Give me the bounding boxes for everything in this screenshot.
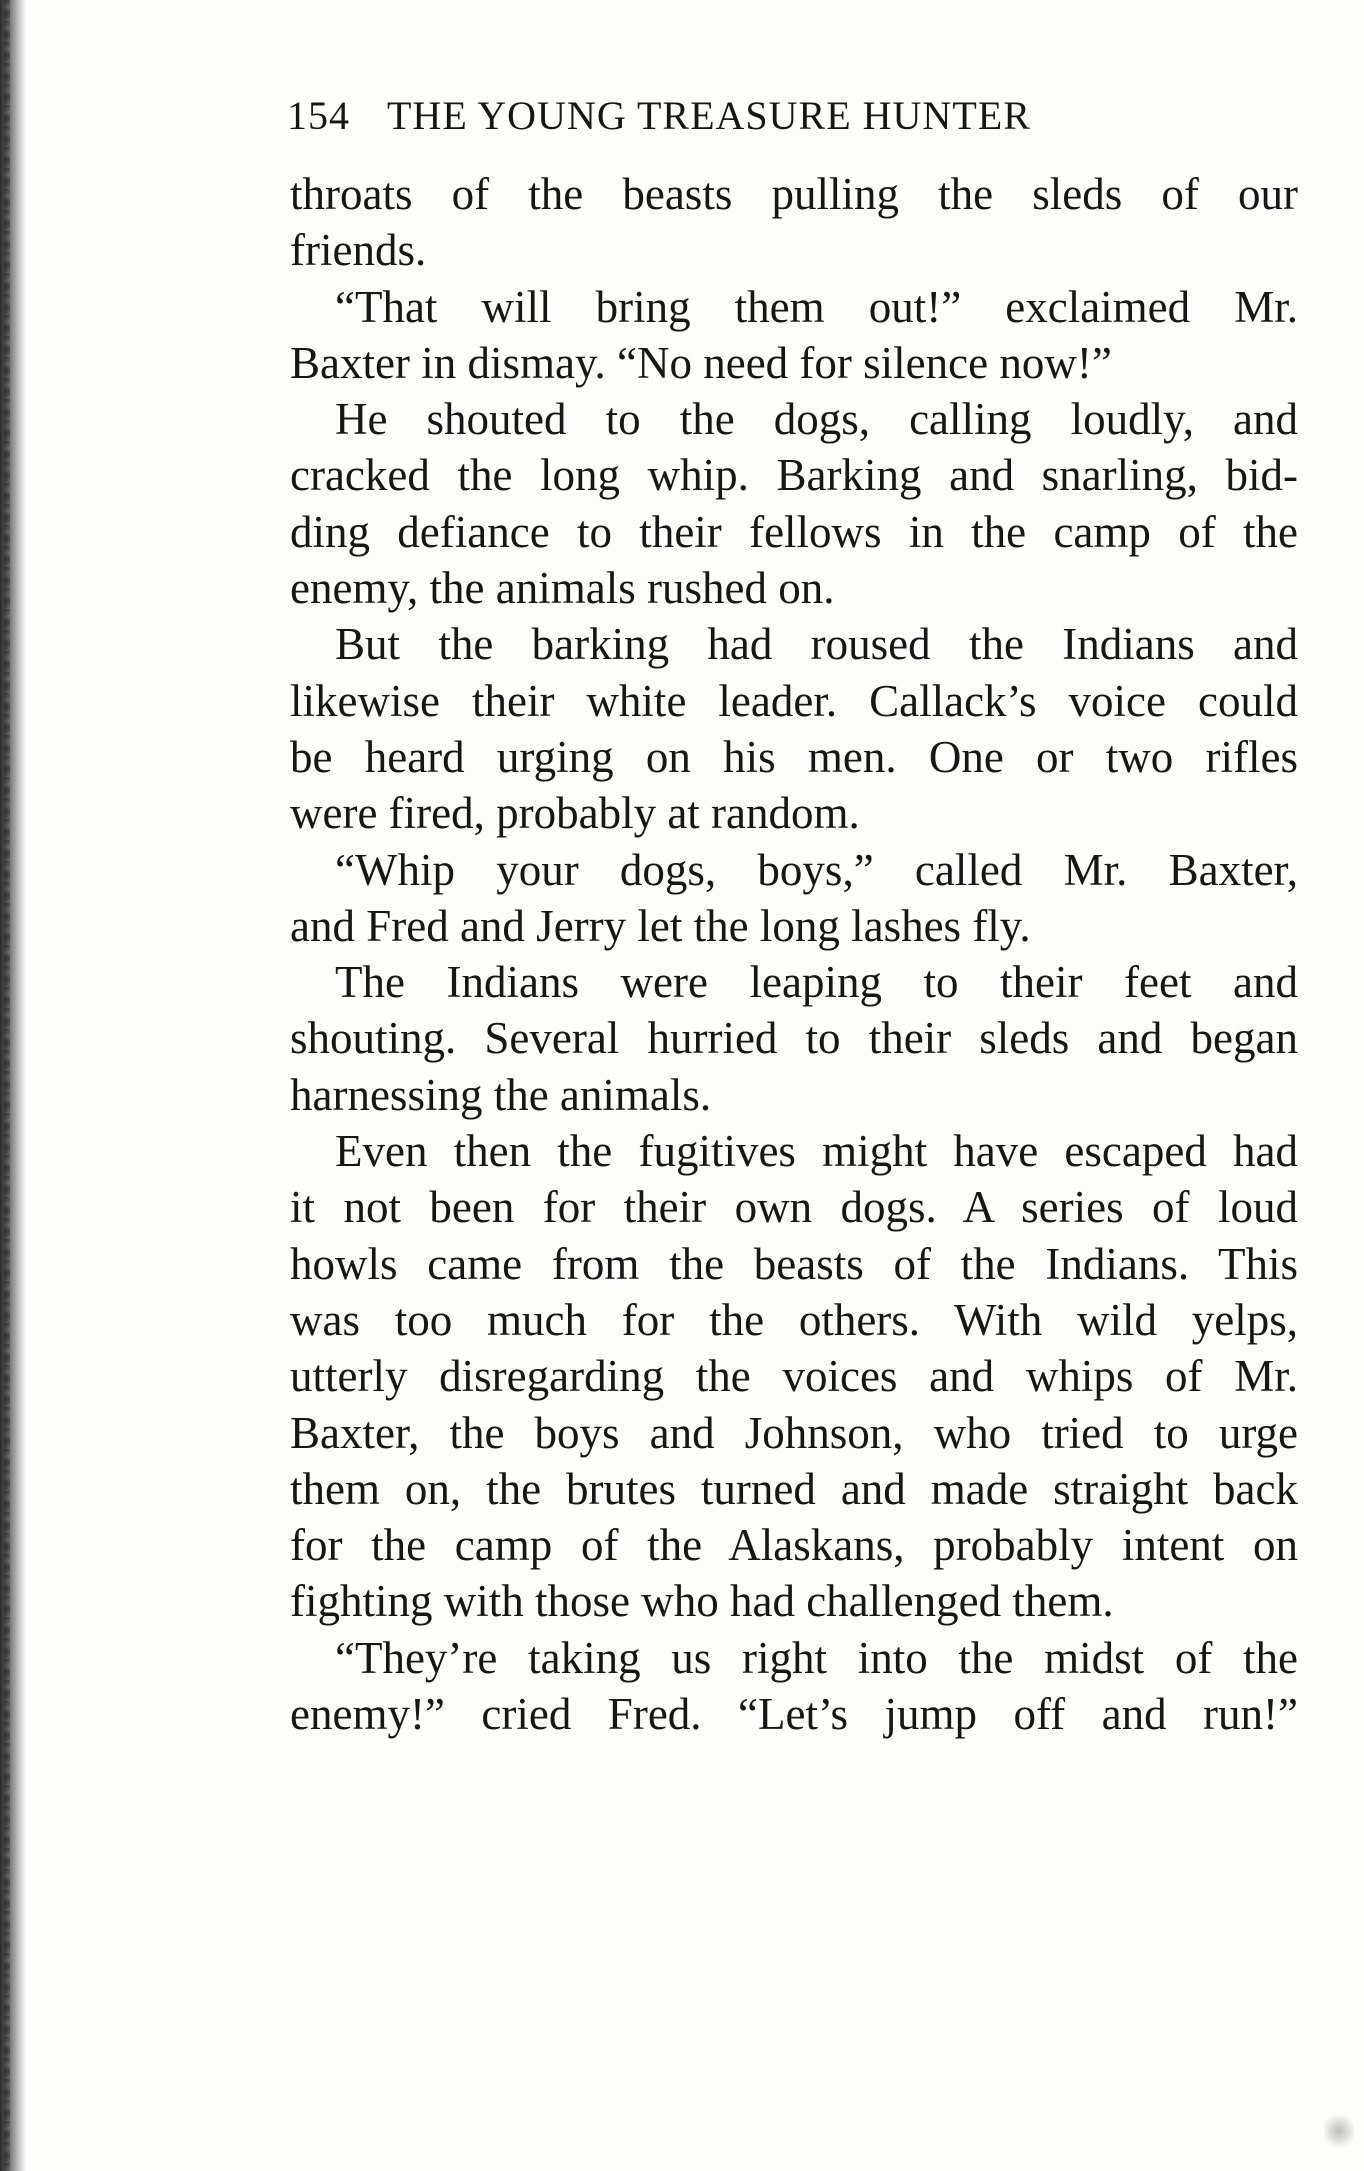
text-line: enemy!” cried Fred. “Let’s jump off and run!” xyxy=(290,1689,1298,1740)
page-number: 154 xyxy=(287,93,350,138)
text-line: likewise their white leader. Callack’s voice could xyxy=(290,675,1298,726)
text-line: He shouted to the dogs, calling loudly, and xyxy=(335,394,1298,445)
page-binding-edge xyxy=(0,0,26,2171)
text-line: But the barking had roused the Indians and xyxy=(335,619,1298,670)
text-line: Baxter in dismay. “No need for silence now!” xyxy=(290,337,1112,388)
paper-speck xyxy=(1324,2111,1354,2151)
text-line: for the camp of the Alaskans, probably intent on xyxy=(290,1520,1298,1571)
text-line: and Fred and Jerry let the long lashes fly. xyxy=(290,900,1031,951)
text-line: throats of the beasts pulling the sleds of our xyxy=(290,169,1298,219)
text-line: harnessing the animals. xyxy=(290,1069,712,1120)
text-line: Even then the fugitives might have escaped had xyxy=(335,1126,1298,1177)
text-line: ding defiance to their fellows in the camp of the xyxy=(290,506,1298,557)
text-line: friends. xyxy=(290,225,427,276)
text-line: them on, the brutes turned and made straight back xyxy=(290,1463,1298,1514)
text-line: cracked the long whip. Barking and snarling, bid- xyxy=(290,450,1298,501)
text-line: utterly disregarding the voices and whips of Mr. xyxy=(290,1351,1298,1402)
text-line: were fired, probably at random. xyxy=(290,788,860,839)
text-line: “They’re taking us right into the midst of the xyxy=(335,1632,1298,1683)
text-line: howls came from the beasts of the Indians. This xyxy=(290,1238,1298,1289)
text-line: The Indians were leaping to their feet and xyxy=(335,957,1298,1008)
text-line: enemy, the animals rushed on. xyxy=(290,563,835,614)
running-head xyxy=(287,92,1187,152)
text-line: shouting. Several hurried to their sleds and began xyxy=(290,1013,1298,1064)
text-line: fighting with those who had challenged them. xyxy=(290,1576,1114,1627)
text-line: was too much for the others. With wild yelps, xyxy=(290,1294,1298,1345)
text-line: Baxter, the boys and Johnson, who tried to urge xyxy=(290,1407,1298,1458)
text-line: be heard urging on his men. One or two rifles xyxy=(290,731,1298,782)
text-line: “That will bring them out!” exclaimed Mr. xyxy=(335,281,1298,332)
body-text xyxy=(290,166,1298,1742)
text-line: it not been for their own dogs. A series of loud xyxy=(290,1182,1298,1233)
text-line: “Whip your dogs, boys,” called Mr. Baxter, xyxy=(335,844,1298,895)
book-title: THE YOUNG TREASURE HUNTER xyxy=(387,93,1031,138)
